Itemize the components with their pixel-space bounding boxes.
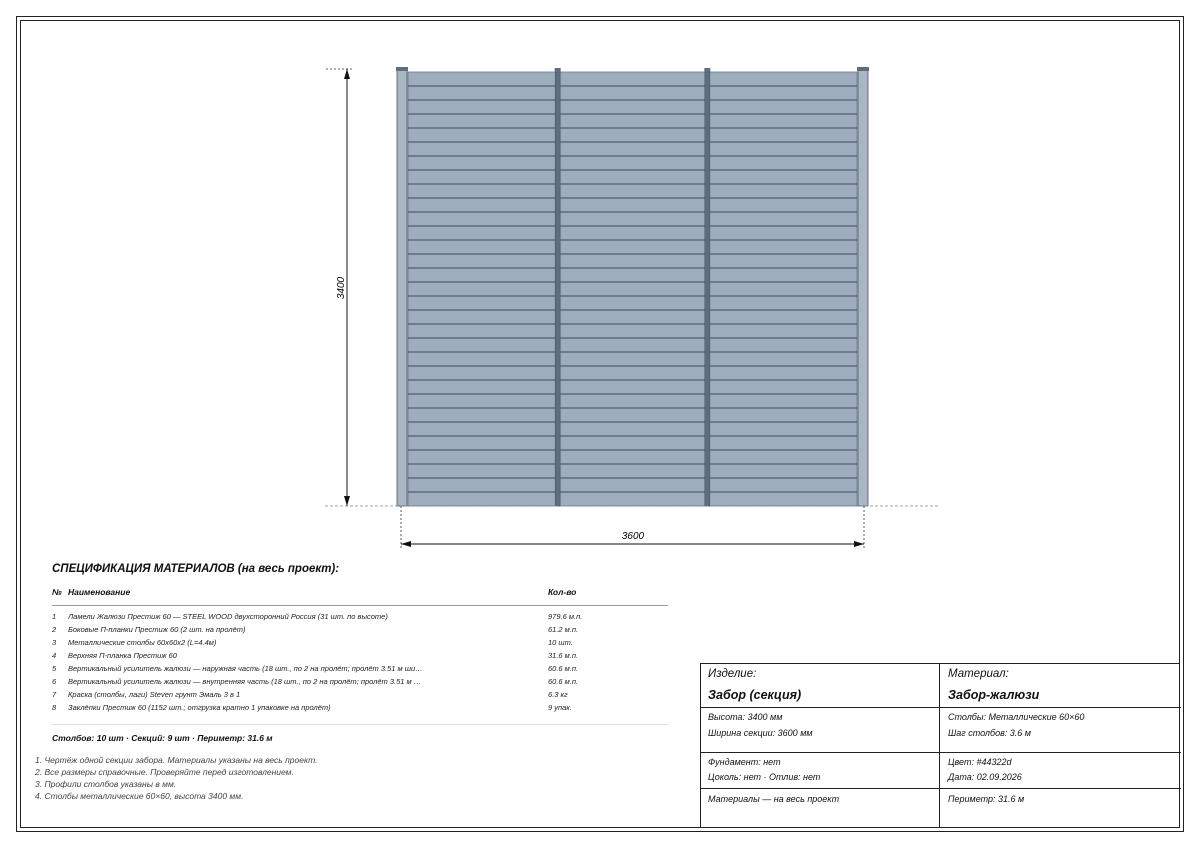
- stiffener-cap: [555, 68, 561, 72]
- spec-summary: Столбов: 10 шт · Секций: 9 шт · Периметр: 31.6 м: [52, 733, 273, 743]
- stiffener-cap: [704, 68, 710, 72]
- spec-row-no: 5: [52, 664, 57, 673]
- height-info: Высота: 3400 мм: [708, 712, 783, 722]
- note-item: 2. Все размеры справочные. Проверяйте перед изготовлением.: [35, 767, 294, 777]
- vertical-stiffener: [705, 72, 710, 506]
- left-post: [397, 70, 407, 506]
- color-info: Цвет: #44322d: [948, 757, 1012, 767]
- product-value: Забор (секция): [708, 688, 802, 702]
- width-dimension-label: 3600: [621, 531, 645, 542]
- title-block-divider: [701, 707, 1181, 708]
- spec-row-no: 6: [52, 677, 57, 686]
- title-block: [700, 663, 1180, 828]
- height-arrow-bottom: [344, 496, 350, 506]
- materials-spec: [52, 563, 668, 743]
- spec-row: [52, 610, 668, 623]
- right-post: [858, 70, 868, 506]
- spec-title: СПЕЦИФИКАЦИЯ МАТЕРИАЛОВ (на весь проект):: [52, 563, 340, 575]
- spec-row-qty: 9 упак.: [548, 703, 572, 712]
- fence-section: [396, 67, 869, 506]
- note-item: 1. Чертёж одной секции забора. Материалы указаны на весь проект.: [35, 755, 318, 765]
- spec-header-no: №: [52, 587, 62, 597]
- spec-row: [52, 662, 668, 675]
- spec-row-qty: 60.6 м.п.: [548, 677, 579, 686]
- title-block-divider-vertical: [939, 664, 940, 827]
- plinth-ebb-info: Цоколь: нет · Отлив: нет: [708, 772, 821, 782]
- spec-row-qty: 61.2 м.п.: [548, 625, 579, 634]
- materials-note: Материалы — на весь проект: [708, 794, 840, 804]
- spec-row: [52, 688, 668, 701]
- spec-row-no: 8: [52, 703, 57, 712]
- spec-row-qty: 10 шт.: [548, 638, 573, 647]
- spec-row-name: Металлические столбы 60x60x2 (L=4.4м): [68, 638, 217, 647]
- spec-row: [52, 701, 668, 714]
- right-post-cap: [857, 67, 869, 71]
- spec-row: [52, 649, 668, 662]
- spec-row-name: Вертикальный усилитель жалюзи — наружная часть (18 шт., по 2 на пролёт; пролёт 3.51 м ши…: [68, 664, 423, 673]
- title-block-divider: [701, 752, 1181, 753]
- date-info: Дата: 02.09.2026: [948, 772, 1022, 782]
- spec-rows: [52, 606, 668, 725]
- width-arrow-right: [854, 541, 864, 547]
- spec-row-no: 7: [52, 690, 57, 699]
- title-block-divider: [701, 788, 1181, 789]
- spec-row-no: 4: [52, 651, 57, 660]
- material-value: Забор-жалюзи: [948, 688, 1040, 702]
- spec-row: [52, 636, 668, 649]
- spec-row-name: Краска (столбы, лаги) Steven грунт Эмаль 3 в 1: [68, 690, 241, 699]
- height-dimension-label: 3400: [336, 276, 347, 300]
- spec-row-qty: 31.6 м.п.: [548, 651, 579, 660]
- spec-row-qty: 6.3 кг: [548, 690, 568, 699]
- spec-header-row: [52, 587, 668, 606]
- spec-row-no: 3: [52, 638, 57, 647]
- post-step-info: Шаг столбов: 3.6 м: [948, 728, 1031, 738]
- spec-header-qty: Кол-во: [548, 587, 577, 597]
- spec-row-name: Ламели Жалюзи Престиж 60 — STEEL WOOD двухсторонний Россия (31 шт. по высоте): [68, 612, 388, 621]
- drawing-notes: [35, 754, 317, 802]
- spec-row: [52, 675, 668, 688]
- fence-panel: [408, 72, 857, 506]
- spec-row-name: Вертикальный усилитель жалюзи — внутренняя часть (18 шт., по 2 на пролёт; пролёт 3.51 м …: [68, 677, 422, 686]
- left-post-cap: [396, 67, 408, 71]
- spec-row-name: Заклёпки Престиж 60 (1152 шт.; отгрузка кратно 1 упаковке на пролёт): [68, 703, 331, 712]
- section-width-info: Ширина секции: 3600 мм: [708, 728, 813, 738]
- perimeter-info: Периметр: 31.6 м: [948, 794, 1025, 804]
- spec-header-name: Наименование: [68, 587, 131, 597]
- note-item: 3. Профили столбов указаны в мм.: [35, 779, 177, 789]
- spec-row-qty: 60.6 м.п.: [548, 664, 579, 673]
- height-arrow-top: [344, 69, 350, 79]
- spec-row-name: Верхняя П-планка Престиж 60: [68, 651, 177, 660]
- vertical-stiffener: [555, 72, 560, 506]
- spec-row-qty: 979.6 м.п.: [548, 612, 583, 621]
- spec-row: [52, 623, 668, 636]
- note-item: 4. Столбы металлические 60×60, высота 3400 мм.: [35, 791, 244, 801]
- spec-row-no: 2: [52, 625, 57, 634]
- spec-row-no: 1: [52, 612, 57, 621]
- width-arrow-left: [401, 541, 411, 547]
- spec-row-name: Боковые П-планки Престиж 60 (2 шт. на пролёт): [68, 625, 246, 634]
- foundation-info: Фундамент: нет: [708, 757, 781, 767]
- product-label: Изделие:: [708, 668, 757, 680]
- posts-info: Столбы: Металлические 60×60: [948, 712, 1085, 722]
- material-label: Материал:: [948, 668, 1009, 680]
